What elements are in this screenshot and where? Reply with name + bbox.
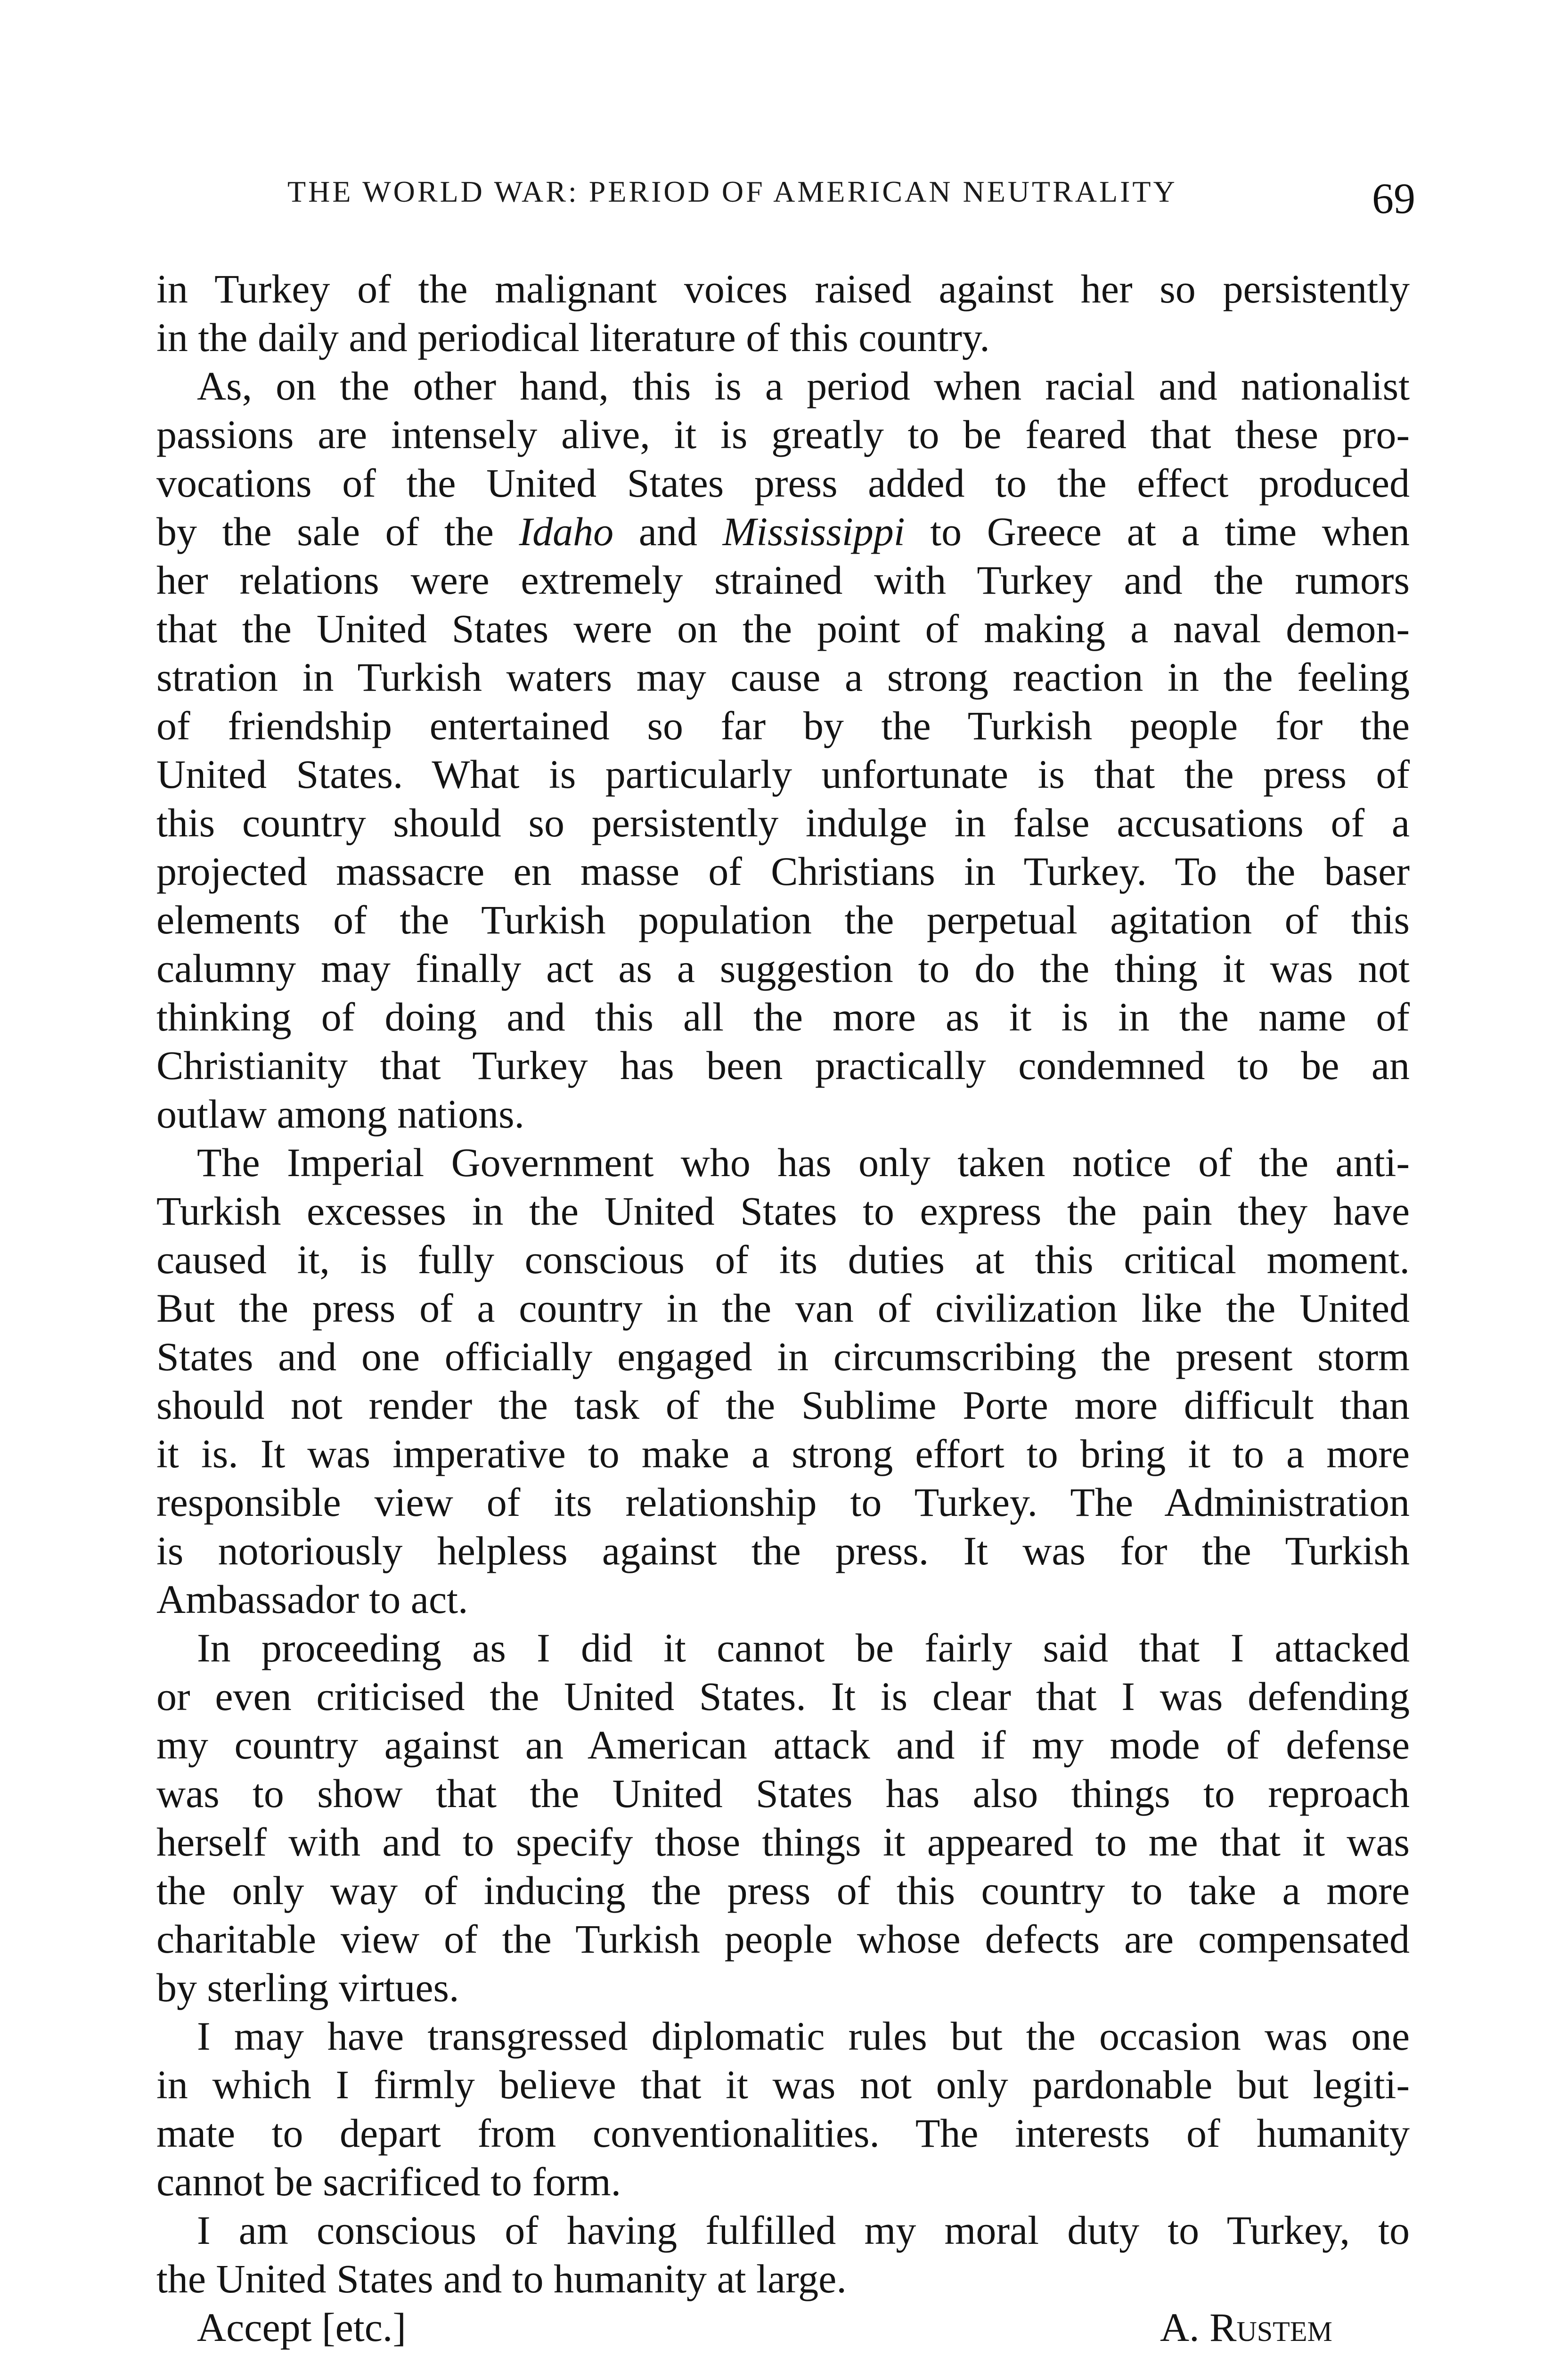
text-line: cannot be sacrificed to form.	[156, 2159, 621, 2204]
text-line-with-ship-names	[156, 507, 1410, 556]
text-line: it is. It was imperative to make a strong effort to bring it to a more	[156, 1431, 1410, 1476]
text-line: in Turkey of the malignant voices raised against her so persistently	[156, 266, 1410, 311]
paragraph-5	[156, 2012, 1410, 2206]
text-line: the United States and to humanity at large.	[156, 2256, 847, 2301]
paragraph-6	[156, 2206, 1410, 2303]
text-line: vocations of the United States press added to the effect produced	[156, 460, 1410, 506]
text-line: herself with and to specify those things it appeared to me that it was	[156, 1819, 1410, 1865]
text-line: her relations were extremely strained with Turkey and the rumors	[156, 557, 1410, 603]
text-line: Turkish excesses in the United States to express the pain they have	[156, 1188, 1410, 1234]
text-line: States and one officially engaged in circumscribing the present storm	[156, 1334, 1410, 1379]
text-line: outlaw among nations.	[156, 1091, 525, 1137]
text-line: of friendship entertained so far by the Turkish people for the	[156, 703, 1410, 748]
text-line: that the United States were on the point of making a naval demon-	[156, 606, 1410, 651]
text-line: passions are intensely alive, it is greatly to be feared that these pro-	[156, 412, 1410, 457]
complimentary-close: Accept [etc.]	[197, 2305, 407, 2350]
paragraph-4	[156, 1624, 1410, 2012]
running-header: THE WORLD WAR: PERIOD OF AMERICAN NEUTRALITY	[287, 175, 1177, 208]
text-line: my country against an American attack and if my mode of defense	[156, 1722, 1410, 1767]
text-line: elements of the Turkish population the perpetual agitation of this	[156, 897, 1410, 942]
text-line: Ambassador to act.	[156, 1577, 468, 1622]
letter-body	[156, 265, 1410, 2352]
text-line: projected massacre en masse of Christians in Turkey. To the baser	[156, 849, 1410, 894]
text-line: in which I firmly believe that it was not only pardonable but legiti-	[156, 2062, 1410, 2107]
text-line: calumny may finally act as a suggestion to do the thing it was not	[156, 946, 1410, 991]
text-line: responsible view of its relationship to Turkey. The Administration	[156, 1480, 1410, 1525]
letter-closing	[156, 2303, 1410, 2352]
text-line: in the daily and periodical literature of this country.	[156, 315, 990, 360]
text-line: Christianity that Turkey has been practically condemned to be an	[156, 1043, 1410, 1088]
text-line: is notoriously helpless against the press. It was for the Turkish	[156, 1528, 1410, 1573]
signature: A. Rustem	[1160, 2305, 1332, 2350]
text-line: United States. What is particularly unfortunate is that the press of	[156, 752, 1410, 797]
text-line: mate to depart from conventionalities. The interests of humanity	[156, 2111, 1410, 2156]
text-line: was to show that the United States has also things to reproach	[156, 1771, 1410, 1816]
text-line: caused it, is fully conscious of its duties at this critical moment.	[156, 1237, 1410, 1282]
text-line: thinking of doing and this all the more as it is in the name of	[156, 994, 1410, 1039]
page-number: 69	[1372, 174, 1415, 222]
text-line: should not render the task of the Sublime Porte more difficult than	[156, 1383, 1410, 1428]
text-line: by sterling virtues.	[156, 1965, 459, 2010]
text-line: I may have transgressed diplomatic rules but the occasion was one	[197, 2013, 1410, 2059]
text-line: In proceeding as I did it cannot be fairly said that I attacked	[197, 1625, 1410, 1670]
ship-name-idaho: Idaho	[519, 509, 614, 554]
text-line: stration in Turkish waters may cause a strong reaction in the feeling	[156, 654, 1410, 700]
text-fragment: and	[638, 509, 697, 554]
paragraph-3	[156, 1138, 1410, 1624]
text-line: or even criticised the United States. It is clear that I was defending	[156, 1674, 1410, 1719]
text-line: The Imperial Government who has only taken notice of the anti-	[197, 1140, 1410, 1185]
paragraph-2	[156, 362, 1410, 1138]
text-line: But the press of a country in the van of civilization like the United	[156, 1285, 1410, 1331]
text-line: charitable view of the Turkish people whose defects are compensated	[156, 1916, 1410, 1962]
text-line: As, on the other hand, this is a period when racial and nationalist	[197, 363, 1410, 409]
ship-name-mississippi: Mississippi	[722, 509, 905, 554]
text-line: I am conscious of having fulfilled my moral duty to Turkey, to	[197, 2208, 1410, 2253]
text-fragment: to Greece at a time when	[930, 509, 1410, 554]
text-line: the only way of inducing the press of this country to take a more	[156, 1868, 1410, 1913]
text-fragment: by the sale of the	[156, 509, 494, 554]
text-line: this country should so persistently indulge in false accusations of a	[156, 800, 1410, 845]
paragraph-1	[156, 265, 1410, 362]
